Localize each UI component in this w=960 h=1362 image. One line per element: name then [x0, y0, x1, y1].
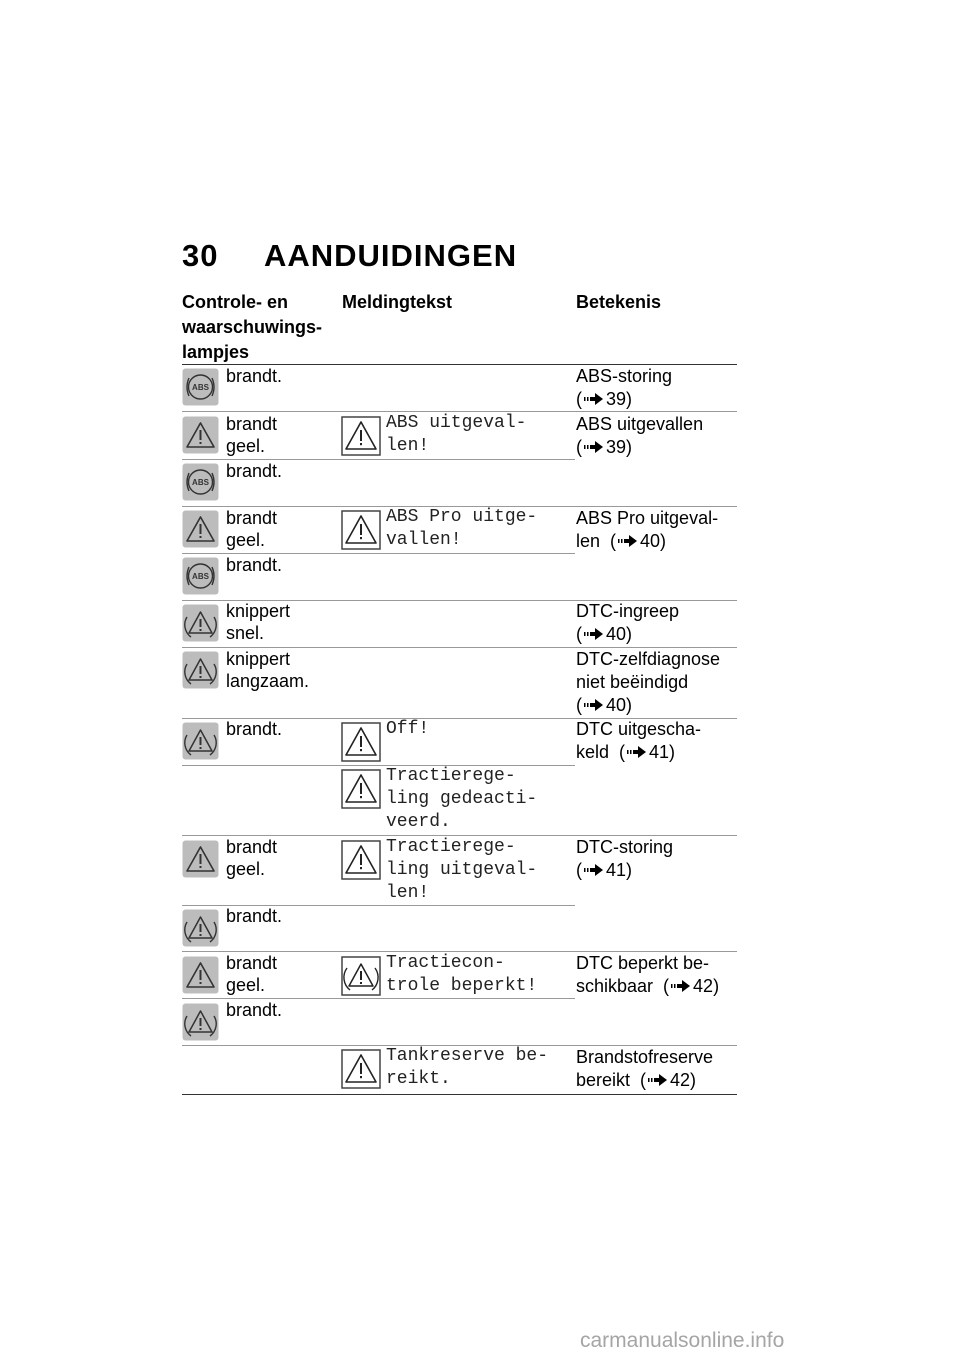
dtc-lamp-icon — [182, 909, 219, 947]
warning-triangle-lamp-icon — [182, 956, 219, 994]
meaning-text: Brandstofreserve bereikt ( 42) — [576, 1047, 714, 1090]
lamp-state: brandt. — [226, 555, 283, 575]
meaning-text: ABS-storing ( 39) — [576, 366, 673, 409]
meaning-text: DTC beperkt be- schikbaar ( 42) — [576, 953, 720, 996]
lamp-state: brandt geel. — [226, 414, 278, 456]
traction-control-icon — [341, 956, 381, 996]
warning-triangle-icon — [341, 769, 381, 809]
column-header-meaning: Betekenis — [576, 292, 662, 312]
meaning-text: DTC uitgescha- keld ( 41) — [576, 719, 702, 762]
warning-triangle-icon — [341, 510, 381, 550]
table-bottom-rule — [182, 1094, 737, 1095]
message-text: Tractierege- ling uitgeval- len! — [386, 837, 538, 903]
arrow-ref-icon — [618, 535, 638, 547]
page-title: AANDUIDINGEN — [264, 238, 518, 273]
meaning-text: ABS uitgevallen ( 39) — [576, 414, 704, 457]
arrow-ref-icon — [584, 393, 604, 405]
warning-triangle-icon — [341, 1049, 381, 1089]
abs-lamp-icon — [182, 557, 219, 595]
message-text: Tankreserve be- reikt. — [386, 1046, 549, 1089]
arrow-ref-icon — [627, 746, 647, 758]
lamp-state: brandt geel. — [226, 508, 278, 550]
lamp-state: brandt. — [226, 366, 283, 386]
lamp-state: brandt. — [226, 1000, 283, 1020]
meaning-text: DTC-ingreep ( 40) — [576, 601, 680, 644]
arrow-ref-icon — [584, 628, 604, 640]
lamp-state: brandt. — [226, 719, 283, 739]
arrow-ref-icon — [584, 441, 604, 453]
abs-lamp-icon — [182, 368, 219, 406]
warning-triangle-lamp-icon — [182, 416, 219, 454]
message-text: Tractierege- ling gedeacti- veerd. — [386, 766, 538, 832]
dtc-lamp-icon — [182, 604, 219, 642]
message-text: ABS uitgeval- len! — [386, 413, 527, 456]
column-header-message: Meldingtekst — [342, 292, 453, 312]
arrow-ref-icon — [584, 864, 604, 876]
page-number: 30 — [182, 238, 219, 273]
dtc-lamp-icon — [182, 722, 219, 760]
warning-triangle-icon — [341, 840, 381, 880]
meaning-text: DTC-zelfdiagnose niet beëindigd ( 40) — [576, 649, 721, 715]
column-header-lamps: Controle- en waarschuwings- lampjes — [182, 292, 323, 362]
page-heading — [182, 238, 517, 274]
lamp-state: brandt. — [226, 906, 283, 926]
meaning-text: ABS Pro uitgeval- len ( 40) — [576, 508, 719, 551]
abs-lamp-icon — [182, 463, 219, 501]
lamp-state: brandt. — [226, 461, 283, 481]
lamp-state: knippert langzaam. — [226, 649, 310, 691]
message-text: ABS Pro uitge- vallen! — [386, 507, 538, 550]
message-text: Tractiecon- trole beperkt! — [386, 953, 538, 996]
warning-triangle-icon — [341, 722, 381, 762]
arrow-ref-icon — [671, 980, 691, 992]
warning-triangle-lamp-icon — [182, 840, 219, 878]
dtc-lamp-icon — [182, 1003, 219, 1041]
lamp-state: brandt geel. — [226, 953, 278, 995]
warning-triangle-icon — [341, 416, 381, 456]
lamp-state: brandt geel. — [226, 837, 278, 879]
meaning-text: DTC-storing ( 41) — [576, 837, 674, 880]
watermark: carmanualsonline.info — [580, 1329, 785, 1352]
arrow-ref-icon — [648, 1074, 668, 1086]
lamp-state: knippert snel. — [226, 601, 291, 643]
dtc-lamp-icon — [182, 651, 219, 689]
message-text: Off! — [386, 719, 430, 739]
warning-triangle-lamp-icon — [182, 510, 219, 548]
arrow-ref-icon — [584, 699, 604, 711]
